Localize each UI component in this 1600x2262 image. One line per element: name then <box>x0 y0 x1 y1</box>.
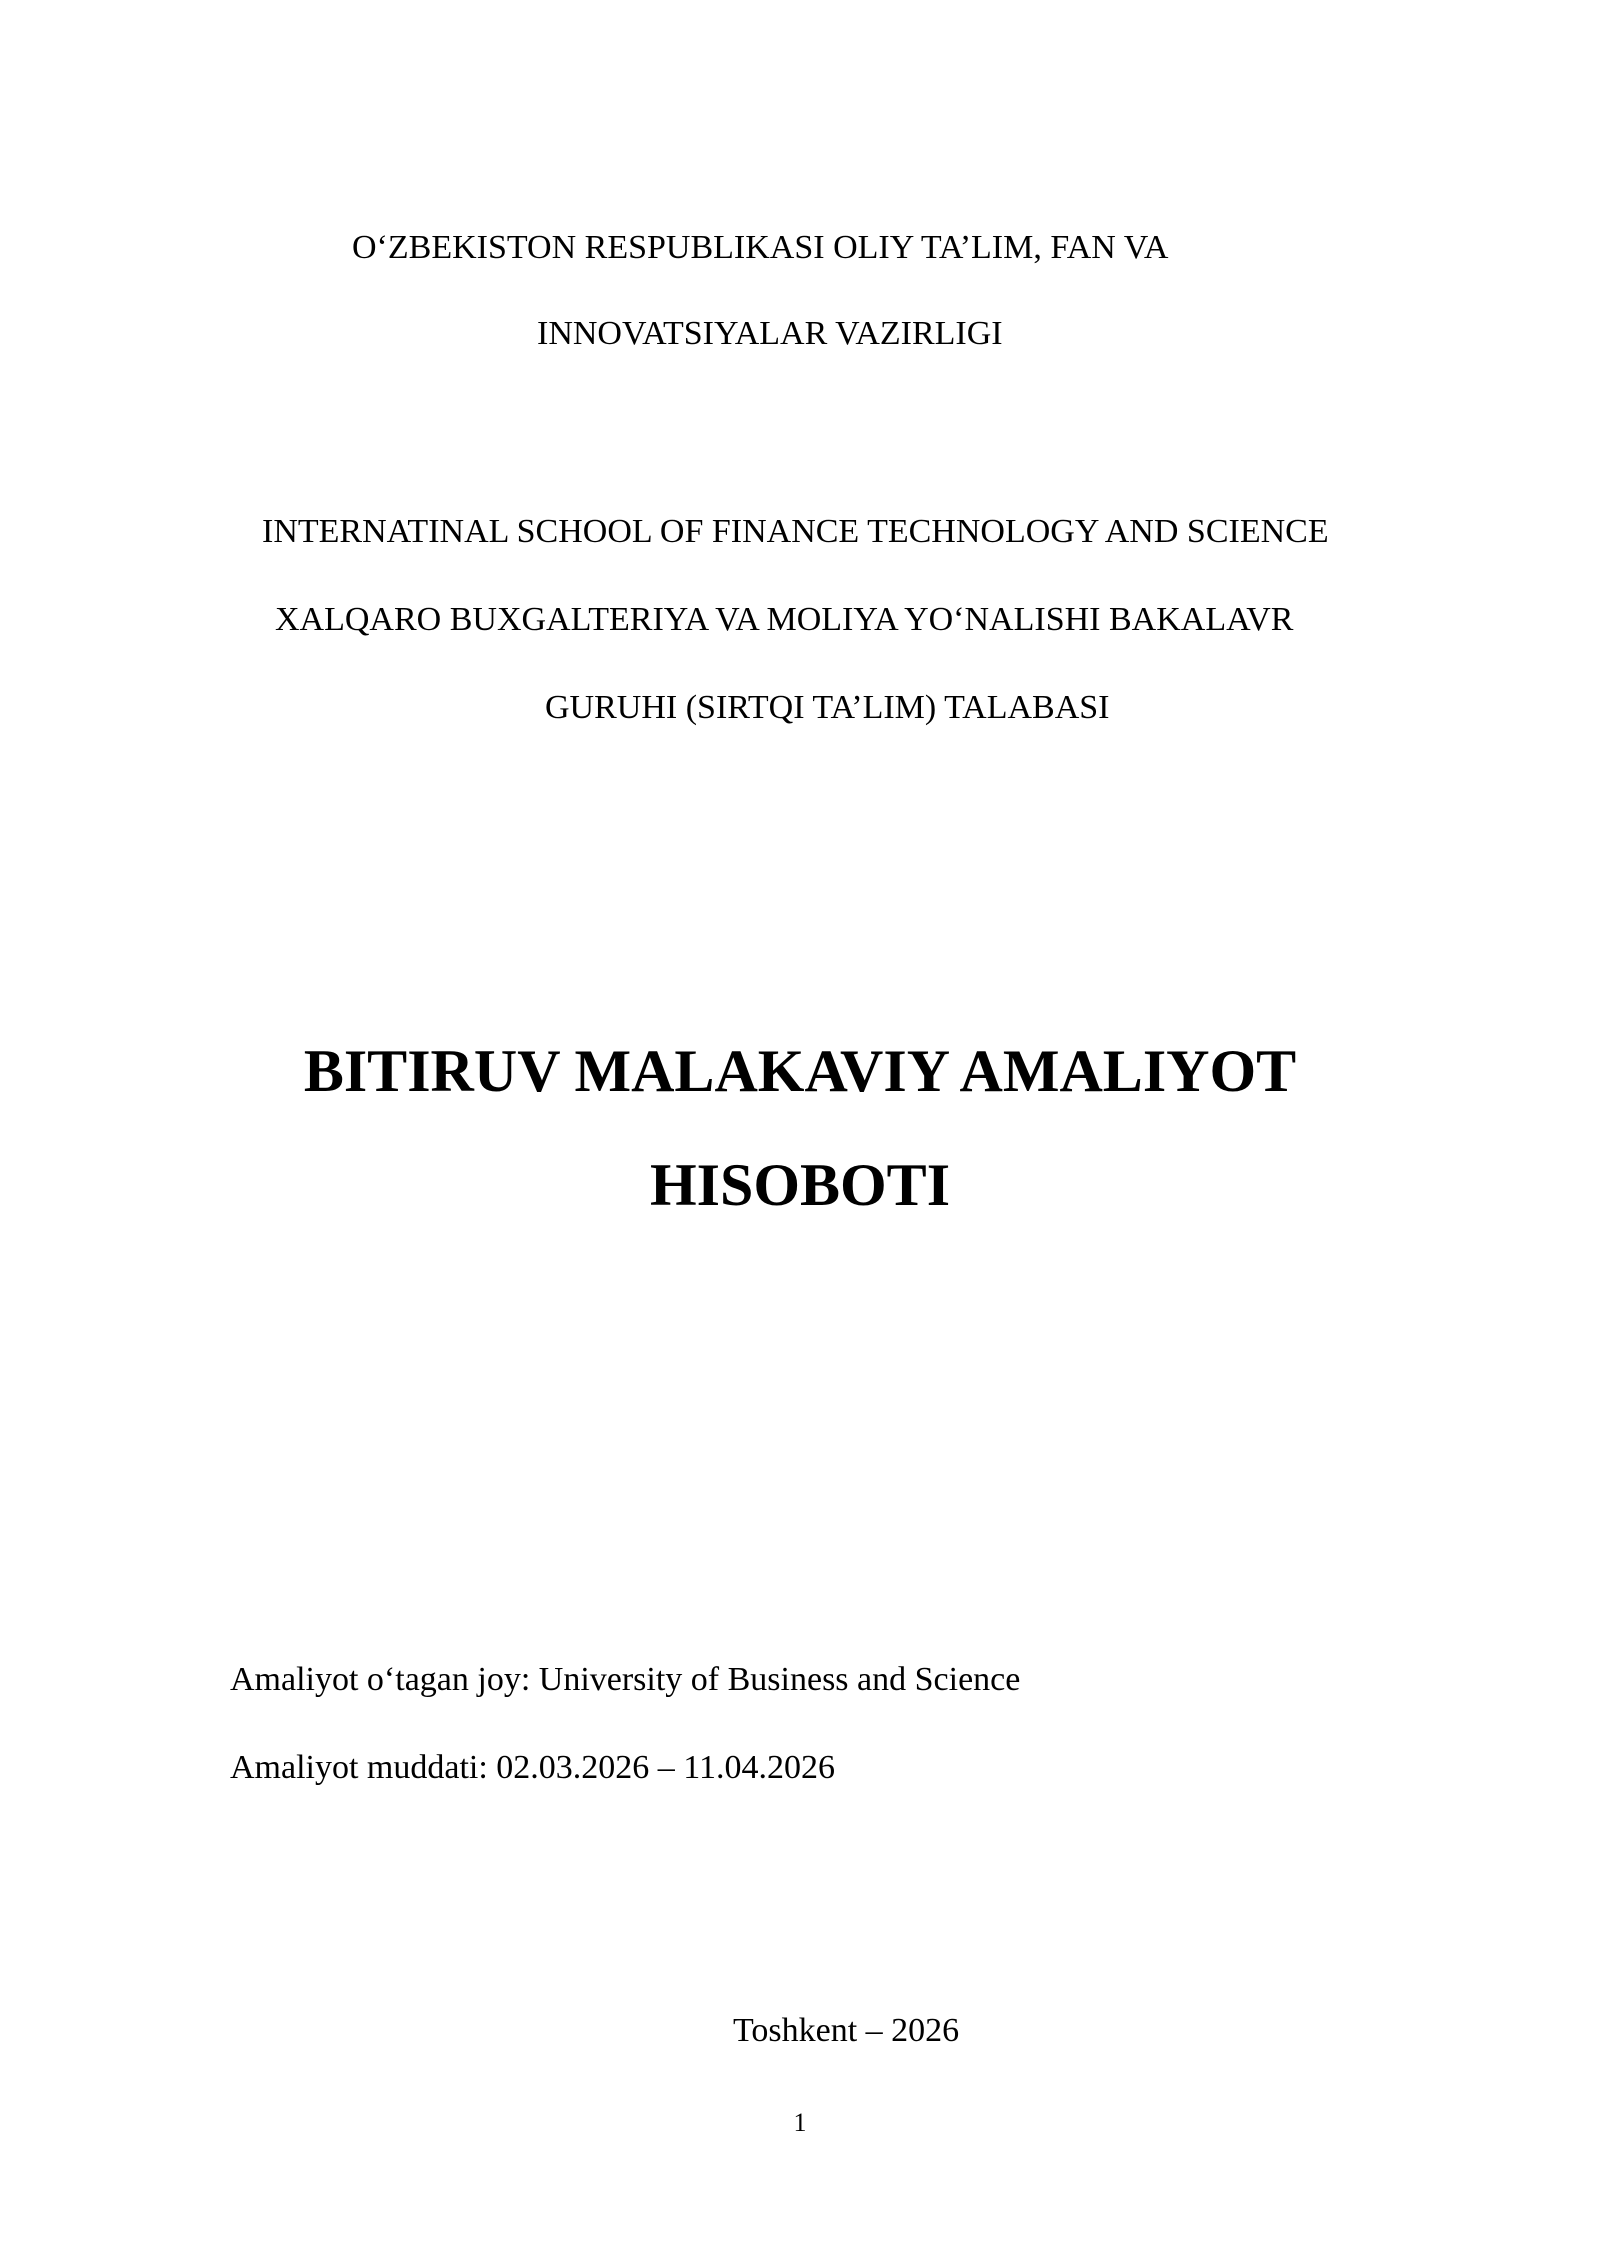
city-year: Toshkent – 2026 <box>733 2012 960 2049</box>
institution-line-2: XALQARO BUXGALTERIYA VA MOLIYA YO‘NALISHI BAKALAVR <box>275 601 1294 638</box>
report-title-line-2: HISOBOTI <box>649 1152 951 1218</box>
practice-place: Amaliyot o‘tagan joy: University of Business and Science <box>230 1661 1021 1698</box>
page-number: 1 <box>793 2108 807 2137</box>
institution-line-3: GURUHI (SIRTQI TA’LIM) TALABASI <box>545 689 1110 726</box>
ministry-line-2: INNOVATSIYALAR VAZIRLIGI <box>537 315 1003 352</box>
ministry-line-1: O‘ZBEKISTON RESPUBLIKASI OLIY TA’LIM, FAN VA <box>352 229 1169 266</box>
report-title-line-1: BITIRUV MALAKAVIY AMALIYOT <box>303 1038 1297 1104</box>
practice-period: Amaliyot muddati: 02.03.2026 – 11.04.2026 <box>230 1749 836 1786</box>
institution-line-1: INTERNATINAL SCHOOL OF FINANCE TECHNOLOGY AND SCIENCE <box>262 513 1329 550</box>
